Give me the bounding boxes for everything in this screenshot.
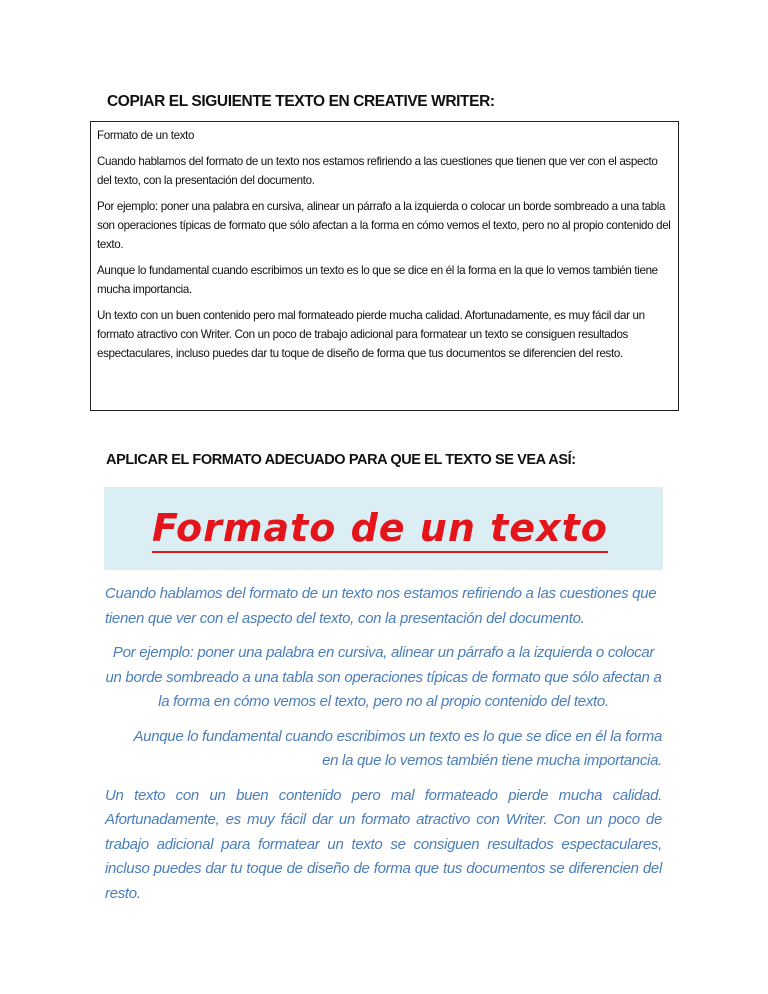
- heading-apply-format: APLICAR EL FORMATO ADECUADO PARA QUE EL TEXTO SE VEA ASÍ:: [106, 452, 576, 468]
- heading-copy-instructions: COPIAR EL SIGUIENTE TEXTO EN CREATIVE WRITER:: [107, 93, 495, 110]
- source-paragraph: Por ejemplo: poner una palabra en cursiva, alinear un párrafo a la izquierda o colocar un borde sombreado a una tabla son operaciones típicas de formato que sólo afectan a la forma en cómo vemos el texto, pero no al propio contenido del texto.: [97, 200, 671, 251]
- example-paragraph: Por ejemplo: poner una palabra en cursiva, alinear un párrafo a la izquierda o colocar un borde sombreado a una tabla son operaciones típicas de formato que sólo afectan a la forma en cómo vemos el texto, pero no al propio contenido del texto.: [105, 644, 662, 710]
- example-paragraph: Un texto con un buen contenido pero mal formateado pierde mucha calidad. Afortunadamente, es muy fácil dar un formato atractivo con Writer. Con un poco de trabajo adicional para formatear un texto se consiguen resultados espectaculares, incluso puedes dar tu toque de diseño de forma que tus documentos se diferencien del resto.: [105, 786, 662, 902]
- example-paragraph: Aunque lo fundamental cuando escribimos un texto es lo que se dice en él la forma en la que lo vemos también tiene mucha importancia.: [133, 727, 662, 769]
- source-paragraph: Un texto con un buen contenido pero mal formateado pierde mucha calidad. Afortunadamente, es muy fácil dar un formato atractivo con Writer. Con un poco de trabajo adicional para formatear un texto se consiguen resultados espectaculares, incluso puedes dar tu toque de diseño de forma que tus documentos se diferencien del resto.: [97, 309, 645, 360]
- example-title: Formato de un texto: [152, 507, 608, 553]
- example-body: [105, 582, 662, 916]
- source-paragraph: Formato de un texto: [97, 129, 195, 142]
- example-paragraph: Cuando hablamos del formato de un texto nos estamos refiriendo a las cuestiones que tienen que ver con el aspecto del texto, con la presentación del documento.: [105, 585, 657, 627]
- source-paragraph: Aunque lo fundamental cuando escribimos un texto es lo que se dice en él la forma en la que lo vemos también tiene mucha importancia.: [97, 264, 658, 296]
- example-title-banner: [104, 487, 663, 570]
- source-text-box: [90, 121, 679, 411]
- source-paragraph: Cuando hablamos del formato de un texto nos estamos refiriendo a las cuestiones que tienen que ver con el aspecto del texto, con la presentación del documento.: [97, 155, 658, 187]
